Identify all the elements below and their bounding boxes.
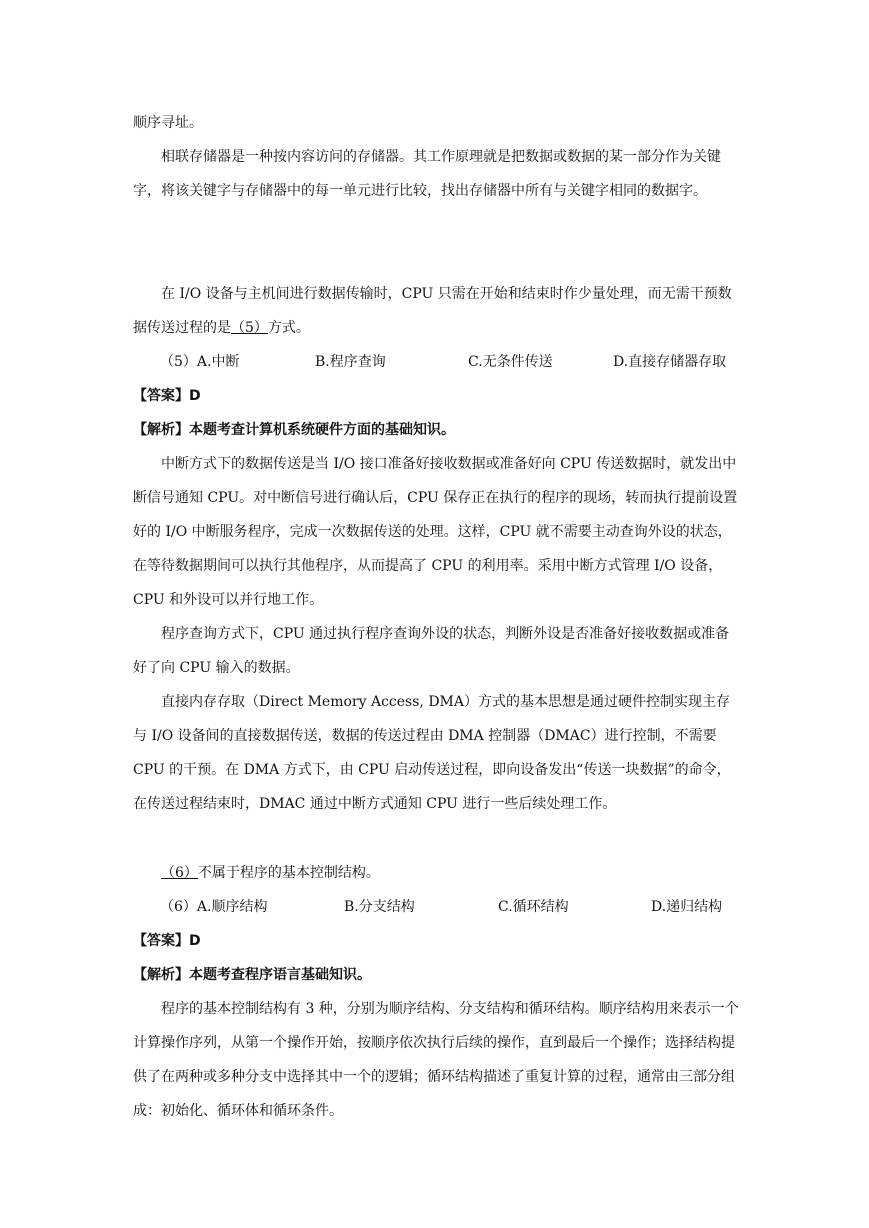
q5-stem-end: 方式。 <box>267 320 310 336</box>
q5-option-a: （5）A.中断 <box>160 354 240 370</box>
q6-blank: （6） <box>161 865 198 881</box>
q6-options <box>160 890 760 924</box>
q5-option-c: C.无条件传送 <box>468 354 553 370</box>
q5-option-d: D.直接存储器存取 <box>613 354 727 370</box>
q5-interrupt-paragraph: 中断方式下的数据传送是当 I/O 接口准备好接收数据或准备好向 CPU 传送数据时，就发出中断信号通知 CPU。对中断信号进行确认后，CPU 保存正在执行的程序的现场，转而执行提前设置好的 I/O 中断服务程序，完成一次数据传送的处理。这样，CPU 就不需要主动查询外设的状态，在等待数据期间可以执行其他程序，从而提高了 CPU 的利用率。采用中断方式管理 I/O 设备，CPU 和外设可以并行地工作。 <box>133 456 738 608</box>
q5-polling-paragraph: 程序查询方式下，CPU 通过执行程序查询外设的状态，判断外设是否准备好接收数据或准备好了向 CPU 输入的数据。 <box>133 626 730 676</box>
intro-line: 顺序寻址。 <box>133 115 203 131</box>
q6-option-a: （6）A.顺序结构 <box>160 899 268 915</box>
q5-stem-text: 在 I/O 设备与主机间进行数据传输时，CPU 只需在开始和结束时作少量处理，而无需干预数据传送过程的是 <box>133 286 732 336</box>
q6-answer: 【答案】D <box>133 933 201 949</box>
q6-stem-text: 不属于程序的基本控制结构。 <box>197 865 380 881</box>
q5-options <box>160 345 760 379</box>
q5-dma-paragraph: 直接内存存取（Direct Memory Access, DMA）方式的基本思想是通过硬件控制实现主存与 I/O 设备间的直接数据传送，数据的传送过程由 DMA 控制器（DMAC）进行控制，不需要 CPU 的干预。在 DMA 方式下，由 CPU 启动传送过程，即向设备发出“传送一块数据”的命令，在传送过程结束时，DMAC 通过中断方式通知 CPU 进行一些后续处理工作。 <box>133 694 731 812</box>
q6-option-c: C.循环结构 <box>498 899 569 915</box>
q6-analysis-title: 【解析】本题考查程序语言基础知识。 <box>133 967 371 983</box>
q6-stem <box>161 856 380 890</box>
q6-option-d: D.递归结构 <box>651 899 723 915</box>
q5-analysis-title: 【解析】本题考查计算机系统硬件方面的基础知识。 <box>133 422 455 438</box>
q5-answer: 【答案】D <box>133 388 201 404</box>
q5-stem <box>133 277 739 345</box>
q5-option-b: B.程序查询 <box>315 354 386 370</box>
q6-option-b: B.分支结构 <box>344 899 415 915</box>
q5-blank: （5） <box>231 320 268 336</box>
associative-memory-paragraph: 相联存储器是一种按内容访问的存储器。其工作原理就是把数据或数据的某一部分作为关键字，将该关键字与存储器中的每一单元进行比较，找出存储器中所有与关键字相同的数据字。 <box>133 149 721 199</box>
q6-control-structure-paragraph: 程序的基本控制结构有 3 种，分别为顺序结构、分支结构和循环结构。顺序结构用来表示一个计算操作序列，从第一个操作开始，按顺序依次执行后续的操作，直到最后一个操作；选择结构提供了在两种或多种分支中选择其中一个的逻辑；循环结构描述了重复计算的过程，通常由三部分组成：初始化、循环体和循环条件。 <box>133 1001 739 1119</box>
